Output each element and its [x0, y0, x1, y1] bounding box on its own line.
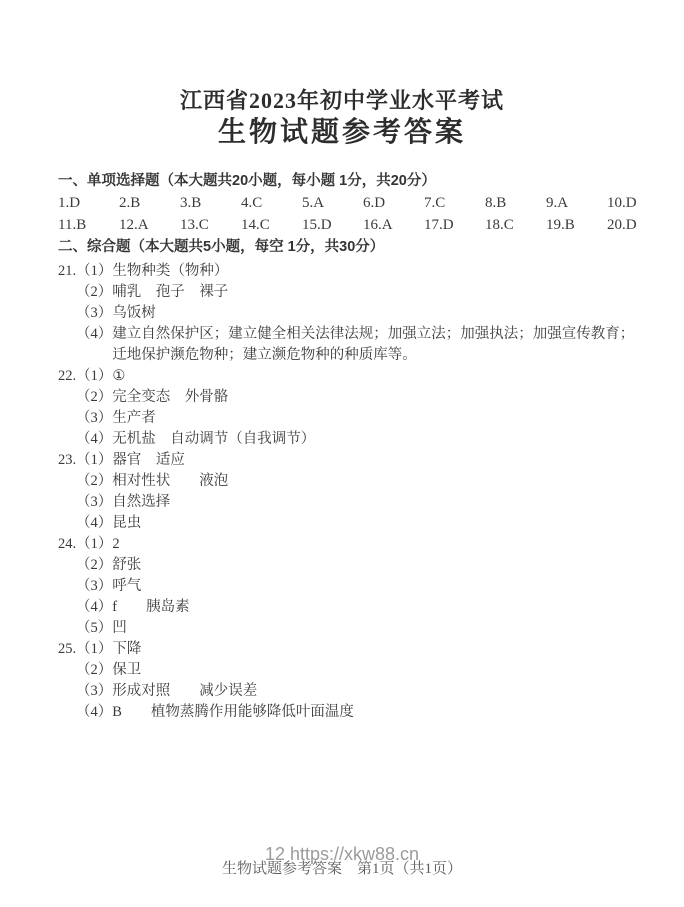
document-body — [58, 170, 646, 723]
item-label: （2） — [76, 662, 113, 678]
answer-key-title: 生物试题参考答案 — [217, 117, 466, 148]
answer-line — [58, 471, 646, 492]
choice-answers-row2 — [58, 214, 646, 236]
item-label: （1） — [76, 368, 113, 384]
item-text: 保卫 — [112, 662, 142, 678]
question-number: 25. — [58, 641, 77, 657]
item-text: 无机盐 自动调节（自我调节） — [112, 431, 316, 447]
question-number: 21. — [58, 263, 77, 279]
item-text: 舒张 — [112, 557, 142, 573]
item-label: （2） — [76, 389, 113, 405]
answer-line — [58, 366, 646, 387]
answer-line — [58, 513, 646, 534]
item-label: （1） — [76, 452, 113, 468]
answer-line — [58, 597, 646, 618]
item-label: （3） — [76, 578, 113, 594]
item-text: 完全变态 外骨骼 — [112, 389, 229, 405]
answer-line — [58, 681, 646, 702]
answer-cell: 7.C — [424, 195, 446, 211]
answer-line — [58, 408, 646, 429]
answer-line — [58, 555, 646, 576]
item-label: （2） — [76, 473, 113, 489]
answer-cell: 19.B — [546, 217, 575, 233]
item-label: （2） — [76, 557, 113, 573]
item-text: B 植物蒸腾作用能够降低叶面温度 — [112, 704, 354, 720]
item-label: （4） — [76, 515, 113, 531]
answer-cell: 3.B — [180, 195, 202, 211]
choice-answers-row1 — [58, 192, 646, 214]
item-label: （3） — [76, 494, 113, 510]
item-text: 器官 适应 — [112, 452, 185, 468]
item-text: 下降 — [112, 641, 142, 657]
item-text: f 胰岛素 — [112, 599, 190, 615]
item-label: （4） — [76, 326, 113, 342]
answer-cell: 11.B — [58, 217, 87, 233]
answer-cell: 5.A — [302, 195, 325, 211]
item-label: （1） — [76, 641, 113, 657]
answer-cell: 4.C — [241, 195, 263, 211]
item-text: 呼气 — [112, 578, 142, 594]
question-answers-list — [58, 261, 646, 723]
answer-line — [58, 618, 646, 639]
item-text: 哺乳 孢子 裸子 — [112, 284, 229, 300]
answer-cell: 13.C — [180, 217, 209, 233]
item-text: 相对性状 液泡 — [112, 473, 229, 489]
question-number: 23. — [58, 452, 77, 468]
answer-cell: 18.C — [485, 217, 514, 233]
section2-heading: 二、综合题（本大题共5小题，每空 1分，共30分） — [58, 239, 385, 255]
answer-cell: 20.D — [607, 217, 637, 233]
answer-line — [58, 576, 646, 597]
item-label: （3） — [76, 683, 113, 699]
answer-line — [58, 282, 646, 303]
answer-line — [58, 387, 646, 408]
answer-line — [58, 702, 646, 723]
answer-line — [58, 450, 646, 471]
watermark-url: 12 https://xkw88.cn — [264, 844, 420, 864]
answer-line — [58, 261, 646, 282]
item-text: 2 — [112, 536, 120, 552]
answer-line — [58, 324, 646, 366]
answer-cell: 2.B — [119, 195, 141, 211]
answer-cell: 6.D — [363, 195, 386, 211]
item-text: 乌饭树 — [112, 305, 156, 321]
page-footer: 生物试题参考答案 第1页（共1页） — [221, 861, 462, 877]
item-label: （5） — [76, 620, 113, 636]
answer-line — [58, 303, 646, 324]
answer-cell: 15.D — [302, 217, 332, 233]
question-number: 22. — [58, 368, 77, 384]
item-text: 凹 — [112, 620, 127, 636]
answer-cell: 17.D — [424, 217, 454, 233]
answer-cell: 12.A — [119, 217, 149, 233]
answer-cell: 1.D — [58, 195, 81, 211]
answer-cell: 16.A — [363, 217, 393, 233]
item-label: （3） — [76, 410, 113, 426]
answer-cell: 10.D — [607, 195, 637, 211]
answer-line — [58, 534, 646, 555]
item-label: （4） — [76, 599, 113, 615]
item-text: 形成对照 减少误差 — [112, 683, 258, 699]
item-text: 昆虫 — [112, 515, 142, 531]
item-text: ① — [112, 368, 126, 384]
item-text: 生产者 — [112, 410, 156, 426]
answer-cell: 8.B — [485, 195, 507, 211]
answer-line — [58, 639, 646, 660]
item-label: （3） — [76, 305, 113, 321]
question-number: 24. — [58, 536, 77, 552]
exam-title: 江西省2023年初中学业水平考试 — [179, 88, 504, 113]
section1-heading: 一、单项选择题（本大题共20小题，每小题 1分，共20分） — [58, 173, 436, 189]
answer-line — [58, 492, 646, 513]
answer-line — [58, 660, 646, 681]
answer-cell: 9.A — [546, 195, 569, 211]
item-text: 生物种类（物种） — [112, 263, 229, 279]
item-text: 建立自然保护区；建立健全相关法律法规；加强立法；加强执法；加强宣传教育；迁地保护濒危物种；建立濒危物种的种质库等。 — [112, 326, 635, 363]
item-label: （1） — [76, 263, 113, 279]
item-label: （4） — [76, 704, 113, 720]
item-label: （4） — [76, 431, 113, 447]
item-text: 自然选择 — [112, 494, 171, 510]
answer-cell: 14.C — [241, 217, 270, 233]
answer-line — [58, 429, 646, 450]
item-label: （1） — [76, 536, 113, 552]
item-label: （2） — [76, 284, 113, 300]
